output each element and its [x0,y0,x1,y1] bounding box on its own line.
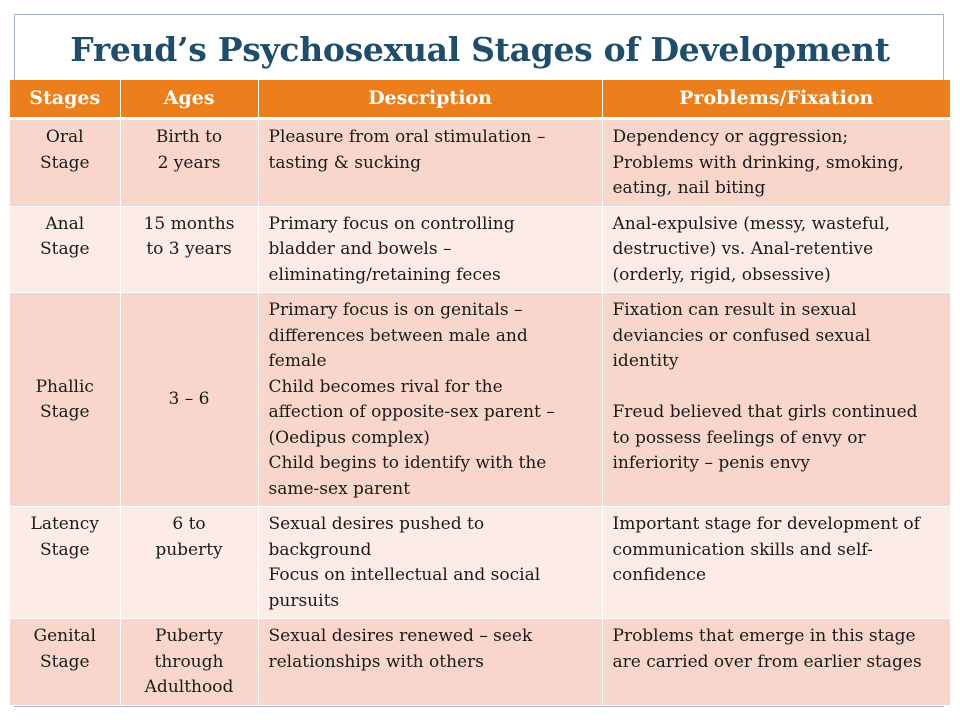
cell-age: Puberty through Adulthood [120,619,258,706]
table-row-phallic [10,293,950,507]
stages-table [10,80,950,706]
cell-age: 6 to puberty [120,507,258,619]
cell-stage: Latency Stage [10,507,120,619]
cell-stage: Oral Stage [10,119,120,207]
cell-problems: Important stage for development of communication skills and self- confidence [602,507,950,619]
cell-description: Sexual desires renewed – seek relationships with others [258,619,602,706]
header-description: Description [258,80,602,119]
cell-stage: Genital Stage [10,619,120,706]
cell-description: Primary focus on controlling bladder and bowels – eliminating/retaining feces [258,206,602,293]
cell-description: Sexual desires pushed to background Focus on intellectual and social pursuits [258,507,602,619]
slide-title: Freud’s Psychosexual Stages of Development [70,30,890,69]
header-stages: Stages [10,80,120,119]
table-row-genital [10,619,950,706]
cell-stage: Phallic Stage [10,293,120,507]
cell-stage: Anal Stage [10,206,120,293]
header-problems: Problems/Fixation [602,80,950,119]
cell-age: Birth to 2 years [120,119,258,207]
cell-description: Pleasure from oral stimulation – tasting & sucking [258,119,602,207]
header-ages: Ages [120,80,258,119]
cell-problems: Fixation can result in sexual deviancies or confused sexual identity Freud believed that girls continued to possess feelings of envy or inferiority – penis envy [602,293,950,507]
cell-problems: Dependency or aggression; Problems with drinking, smoking, eating, nail biting [602,119,950,207]
table-row-latency [10,507,950,619]
table-header-row [10,80,950,119]
table-row-anal [10,206,950,293]
cell-description: Primary focus is on genitals – differences between male and female Child becomes rival for the affection of opposite-sex parent – (Oedipus complex) Child begins to identify with the same-sex parent [258,293,602,507]
cell-problems: Anal-expulsive (messy, wasteful, destructive) vs. Anal-retentive (orderly, rigid, obsessive) [602,206,950,293]
cell-age: 15 months to 3 years [120,206,258,293]
table-row-oral [10,119,950,207]
cell-problems: Problems that emerge in this stage are carried over from earlier stages [602,619,950,706]
cell-age: 3 – 6 [120,293,258,507]
